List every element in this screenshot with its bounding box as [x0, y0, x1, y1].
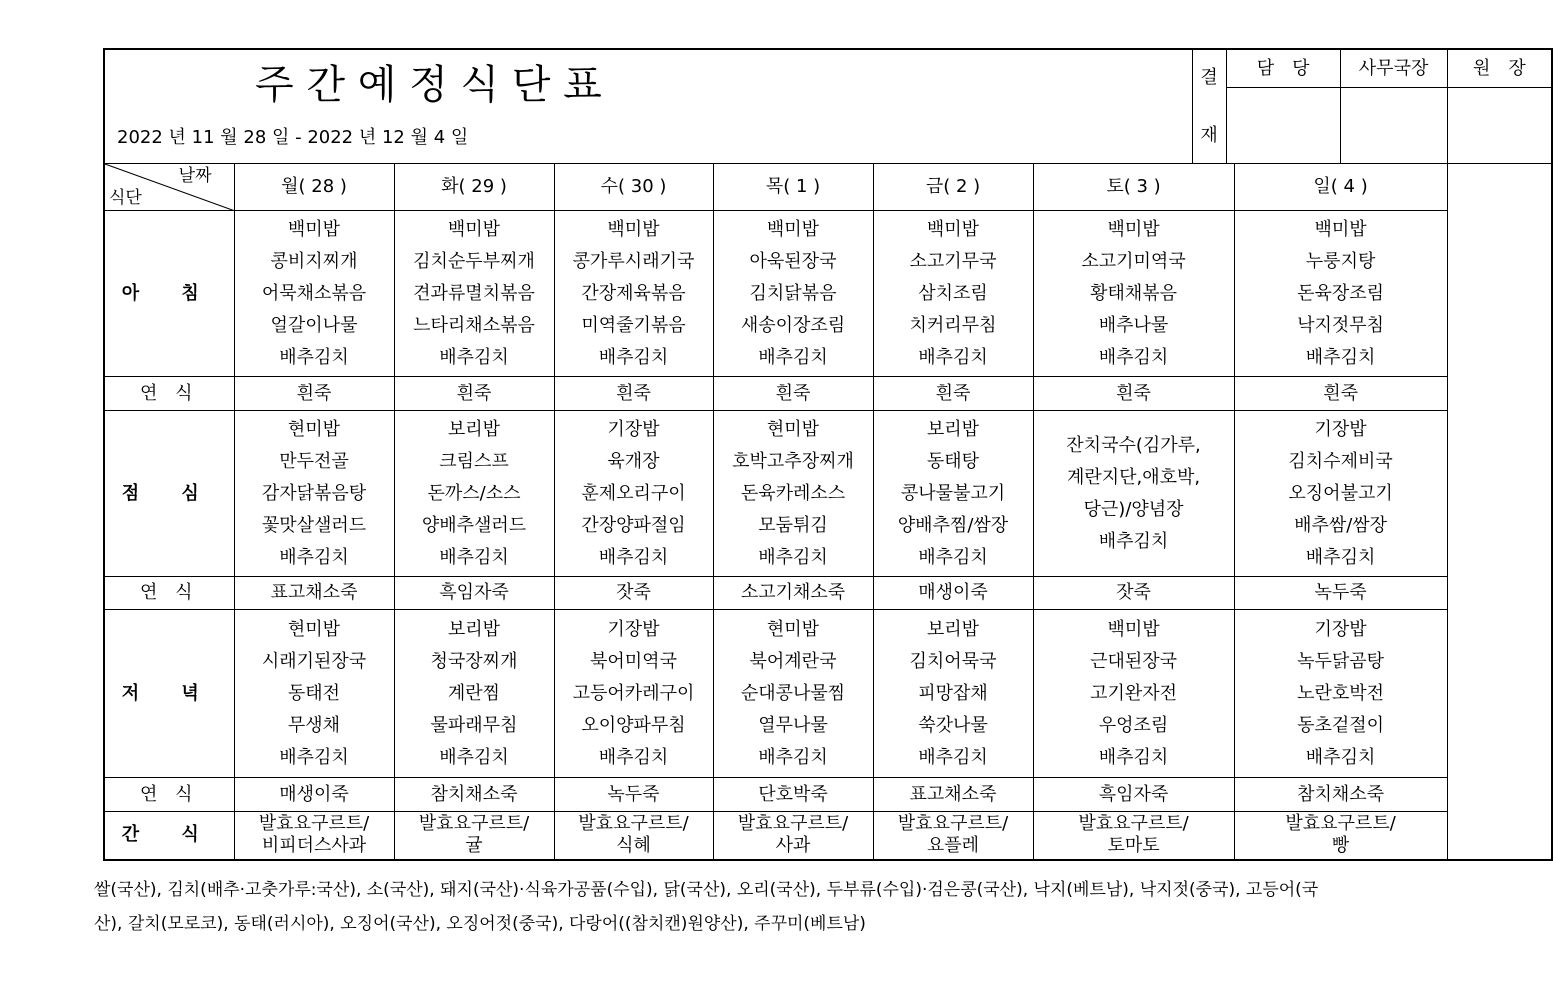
dish-item: 청국장찌개 [430, 650, 518, 672]
dish-item: 기장밥 [1314, 618, 1367, 640]
dish-item: 녹두닭곰탕 [1297, 650, 1385, 672]
day-mon: 월( 28 ) [234, 164, 394, 211]
dish-item: 백미밥 [926, 218, 980, 240]
gansik-line: 빵 [1331, 835, 1350, 857]
day-tue: 화( 29 ) [394, 164, 554, 211]
day-sun: 일( 4 ) [1234, 164, 1447, 211]
role-secretary: 사무국장 [1340, 49, 1447, 88]
approval-label-bottom: 재 [1200, 124, 1218, 146]
meal-label-dinner: 저 녁 [104, 610, 234, 778]
dish-item: 콩비지찌개 [270, 250, 358, 272]
dish-item: 열무나물 [758, 714, 828, 736]
snack1-sat: 흰죽 [1033, 377, 1234, 411]
dish-item: 육개장 [607, 450, 660, 472]
role-director: 원 장 [1447, 49, 1552, 88]
dish-item: 간장제육볶음 [581, 282, 686, 304]
dish-item: 배추김치 [1305, 546, 1376, 568]
snack2-wed: 잣죽 [554, 577, 713, 610]
page-title: 주 간 예 정 식 단 표 [255, 62, 602, 108]
gansik-line: 토마토 [1107, 835, 1160, 857]
dish-item: 새송이장조림 [740, 314, 846, 336]
dish-item: 백미밥 [287, 218, 341, 240]
dish-item: 모둠튀김 [758, 514, 828, 536]
snack1-thu: 흰죽 [713, 377, 873, 411]
snack3-wed: 녹두죽 [554, 778, 713, 812]
dish-item: 김치수제비국 [1288, 450, 1393, 472]
dish-item: 백미밥 [766, 218, 820, 240]
dish-item: 김치순두부찌개 [413, 250, 535, 272]
dinner-thu [713, 610, 873, 778]
gansik-line: 비피더스사과 [261, 835, 367, 857]
snack1-sun: 흰죽 [1234, 377, 1447, 411]
snack2-fri: 매생이죽 [873, 577, 1033, 610]
dish-item: 누룽지탕 [1305, 250, 1376, 272]
meal-label-gansik: 간 식 [104, 812, 234, 860]
gansik-line: 식혜 [616, 835, 651, 857]
dish-item: 얼갈이나물 [270, 314, 358, 336]
snack1-mon: 흰죽 [234, 377, 394, 411]
lunch-mon [234, 411, 394, 577]
gansik-line: 발효요구르트/ [1285, 813, 1396, 835]
dish-item: 배추김치 [439, 746, 509, 768]
gansik-line: 귤 [465, 835, 483, 857]
day-sat: 토( 3 ) [1033, 164, 1234, 211]
dish-item: 백미밥 [607, 218, 660, 240]
snack2-tue: 흑임자죽 [394, 577, 554, 610]
gansik-line: 발효요구르트/ [258, 813, 370, 835]
snack2-sun: 녹두죽 [1234, 577, 1447, 610]
dish-item: 북어계란국 [749, 650, 837, 672]
row-dinner [104, 610, 1552, 778]
dish-item: 감자닭볶음탕 [261, 482, 367, 504]
dish-item: 기장밥 [1314, 418, 1367, 440]
dish-item: 배추나물 [1098, 314, 1169, 336]
snack3-thu: 단호박죽 [713, 778, 873, 812]
lunch-fri [873, 411, 1033, 577]
dish-item: 어묵채소볶음 [261, 282, 367, 304]
row-snack1 [104, 377, 1552, 411]
day-thu: 목( 1 ) [713, 164, 873, 211]
snack1-tue: 흰죽 [394, 377, 554, 411]
gansik-sun [1234, 812, 1447, 860]
dish-item: 돈까스/소스 [427, 482, 521, 504]
dish-item: 꽃맛살샐러드 [261, 514, 367, 536]
breakfast-wed [554, 211, 713, 377]
dish-item: 기장밥 [607, 618, 660, 640]
date-range: 2022 년 11 월 28 일 - 2022 년 12 월 4 일 [117, 127, 469, 148]
snack3-mon: 매생이죽 [234, 778, 394, 812]
breakfast-sat [1033, 211, 1234, 377]
snack3-tue: 참치채소죽 [394, 778, 554, 812]
dish-item: 견과류멸치볶음 [413, 282, 535, 304]
gansik-thu [713, 812, 873, 860]
breakfast-tue [394, 211, 554, 377]
header-diagonal-cell [104, 164, 234, 211]
dinner-sat [1033, 610, 1234, 778]
dish-item: 배추김치 [918, 546, 988, 568]
dish-item: 소고기무국 [909, 250, 997, 272]
dish-item: 크림스프 [439, 450, 509, 472]
lunch-tue [394, 411, 554, 577]
lunch-sat [1033, 411, 1234, 577]
origin-note: 쌀(국산), 김치(배추·고춧가루:국산), 소(국산), 돼지(국산)·식육가공품(수입), 닭(국산), 오리(국산), 두부류(수입)·검은콩(국산), 낙지(베트남), 낙지젓(중국), 고등어(국산), 갈치(모로코), 동태(러시아), 오징어(국산), 오징어젓(중국), 다랑어((참치캔)원양산), 주꾸미(베트남) [94, 880, 1319, 934]
dish-item: 미역줄기볶음 [581, 314, 686, 336]
gansik-line: 발효요구르트/ [737, 813, 849, 835]
dish-item: 백미밥 [447, 218, 501, 240]
menu-table [103, 48, 1553, 861]
dish-item: 계란지단,애호박, [1066, 466, 1201, 488]
breakfast-sun [1234, 211, 1447, 377]
dish-item: 배추김치 [1305, 746, 1376, 768]
dish-item: 콩나물불고기 [900, 482, 1006, 504]
dish-item: 배추김치 [439, 546, 509, 568]
dish-item: 배추김치 [598, 746, 669, 768]
dish-item: 배추김치 [598, 346, 669, 368]
dish-item: 고등어카레구이 [572, 682, 695, 704]
dish-item: 잔치국수(김가루, [1066, 434, 1201, 456]
dish-item: 현미밥 [287, 618, 341, 640]
dish-item: 만두전골 [279, 450, 349, 472]
snack3-sat: 흑임자죽 [1033, 778, 1234, 812]
lunch-thu [713, 411, 873, 577]
header-date-label: 날짜 [178, 166, 212, 186]
gansik-line: 요플레 [926, 835, 980, 857]
dinner-fri [873, 610, 1033, 778]
stamp-box-secretary [1340, 88, 1447, 164]
snack2-mon: 표고채소죽 [234, 577, 394, 610]
dish-item: 배추김치 [918, 746, 988, 768]
stamp-box-manager [1226, 88, 1340, 164]
dish-item: 동초겉절이 [1297, 714, 1385, 736]
gansik-line: 발효요구르트/ [1078, 813, 1189, 835]
dish-item: 배추김치 [918, 346, 988, 368]
breakfast-mon [234, 211, 394, 377]
dish-item: 배추김치 [1305, 346, 1376, 368]
dish-item: 당근)/양념장 [1083, 498, 1184, 520]
dinner-sun [1234, 610, 1447, 778]
dish-item: 노란호박전 [1297, 682, 1385, 704]
dish-item: 고기완자전 [1090, 682, 1178, 704]
snack3-fri: 표고채소죽 [873, 778, 1033, 812]
snack-label-3: 연 식 [104, 778, 234, 812]
dish-item: 배추김치 [598, 546, 669, 568]
dish-item: 아욱된장국 [749, 250, 837, 272]
gansik-sat [1033, 812, 1234, 860]
snack-label-2: 연 식 [104, 577, 234, 610]
role-manager: 담 당 [1226, 49, 1340, 88]
meal-label-breakfast: 아 침 [104, 211, 234, 377]
dish-item: 시래기된장국 [261, 650, 367, 672]
dish-item: 황태채볶음 [1090, 282, 1178, 304]
header-meal-label: 식단 [109, 188, 142, 208]
row-breakfast [104, 211, 1552, 377]
dish-item: 배추김치 [439, 346, 509, 368]
dish-item: 순대콩나물찜 [740, 682, 846, 704]
row-lunch [104, 411, 1552, 577]
breakfast-thu [713, 211, 873, 377]
dish-item: 배추김치 [758, 346, 828, 368]
snack2-thu: 소고기채소죽 [713, 577, 873, 610]
lunch-sun [1234, 411, 1447, 577]
dish-item: 쑥갓나물 [918, 714, 988, 736]
snack1-wed: 흰죽 [554, 377, 713, 411]
gansik-tue [394, 812, 554, 860]
dish-item: 치커리무침 [909, 314, 997, 336]
gansik-line: 발효요구르트/ [418, 813, 530, 835]
dish-item: 훈제오리구이 [581, 482, 686, 504]
dish-item: 배추쌈/쌈장 [1294, 514, 1388, 536]
dish-item: 배추김치 [758, 746, 828, 768]
dish-item: 피망잡채 [918, 682, 988, 704]
dish-item: 보리밥 [447, 418, 501, 440]
dish-item: 호박고추장찌개 [732, 450, 854, 472]
dish-item: 배추김치 [279, 346, 349, 368]
title-block [104, 49, 1192, 164]
dish-item: 배추김치 [1098, 746, 1169, 768]
dish-item: 오이양파무침 [581, 714, 686, 736]
row-snack2 [104, 577, 1552, 610]
dish-item: 소고기미역국 [1081, 250, 1186, 272]
dish-item: 돈육장조림 [1297, 282, 1385, 304]
dinner-wed [554, 610, 713, 778]
dish-item: 우엉조림 [1098, 714, 1169, 736]
dish-item: 현미밥 [766, 418, 820, 440]
dinner-mon [234, 610, 394, 778]
dish-item: 양배추샐러드 [421, 514, 527, 536]
row-gansik [104, 812, 1552, 860]
dish-item: 콩가루시래기국 [572, 250, 695, 272]
snack1-fri: 흰죽 [873, 377, 1033, 411]
dish-item: 삼치조림 [918, 282, 988, 304]
dish-item: 백미밥 [1314, 218, 1367, 240]
snack-label-1: 연 식 [104, 377, 234, 411]
dish-item: 북어미역국 [590, 650, 677, 672]
approval-label-top: 결 [1200, 66, 1218, 88]
gansik-line: 발효요구르트/ [897, 813, 1009, 835]
dish-item: 양배추찜/쌈장 [897, 514, 1009, 536]
dish-item: 낙지젓무침 [1297, 314, 1385, 336]
gansik-mon [234, 812, 394, 860]
approval-label [1192, 49, 1226, 164]
dish-item: 배추김치 [1098, 530, 1169, 552]
dish-item: 간장양파절임 [581, 514, 686, 536]
dish-item: 백미밥 [1107, 618, 1160, 640]
dish-item: 현미밥 [287, 418, 341, 440]
day-fri: 금( 2 ) [873, 164, 1033, 211]
stamp-box-director [1447, 88, 1552, 164]
dish-item: 배추김치 [1098, 346, 1169, 368]
gansik-line: 발효요구르트/ [578, 813, 689, 835]
dish-item: 오징어불고기 [1288, 482, 1393, 504]
day-wed: 수( 30 ) [554, 164, 713, 211]
snack2-sat: 잣죽 [1033, 577, 1234, 610]
dish-item: 돈육카레소스 [740, 482, 846, 504]
dish-item: 백미밥 [1107, 218, 1160, 240]
gansik-line: 사과 [775, 835, 811, 857]
dish-item: 김치어묵국 [909, 650, 997, 672]
dish-item: 기장밥 [607, 418, 660, 440]
dish-item: 느타리채소볶음 [413, 314, 535, 336]
dish-item: 보리밥 [926, 618, 980, 640]
dish-item: 물파래무침 [430, 714, 518, 736]
dish-item: 배추김치 [758, 546, 828, 568]
snack3-sun: 참치채소죽 [1234, 778, 1447, 812]
gansik-wed [554, 812, 713, 860]
dish-item: 배추김치 [279, 746, 349, 768]
dish-item: 현미밥 [766, 618, 820, 640]
dish-item: 동태전 [287, 682, 341, 704]
dish-item: 보리밥 [447, 618, 501, 640]
meal-label-lunch: 점 심 [104, 411, 234, 577]
dish-item: 계란찜 [447, 682, 501, 704]
dish-item: 김치닭볶음 [749, 282, 837, 304]
dinner-tue [394, 610, 554, 778]
dish-item: 보리밥 [926, 418, 980, 440]
dish-item: 동태탕 [926, 450, 980, 472]
dish-item: 무생채 [287, 714, 341, 736]
row-snack3 [104, 778, 1552, 812]
dish-item: 근대된장국 [1090, 650, 1178, 672]
gansik-fri [873, 812, 1033, 860]
lunch-wed [554, 411, 713, 577]
dish-item: 배추김치 [279, 546, 349, 568]
breakfast-fri [873, 211, 1033, 377]
